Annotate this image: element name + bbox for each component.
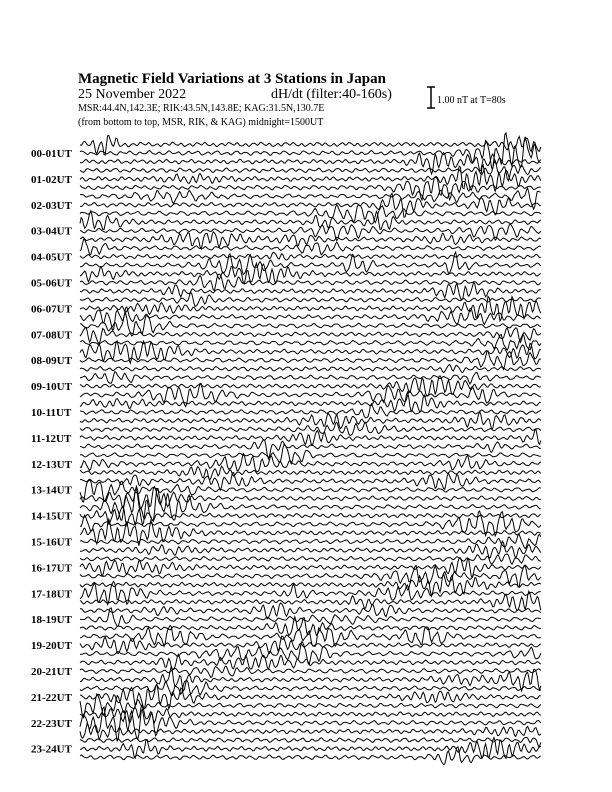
hour-label: 20-21UT xyxy=(31,666,72,678)
station-trace-kag xyxy=(80,341,541,363)
station-trace-msr xyxy=(80,541,541,558)
chart-date: 25 November 2022 xyxy=(78,87,187,102)
scale-bar-label: 1.00 nT at T=80s xyxy=(437,95,506,106)
station-coordinates: MSR:44.4N,142.3E; RIK:43.5N,143.8E; KAG:31.5N,130.7E xyxy=(78,103,325,114)
station-trace-kag xyxy=(80,293,541,307)
station-trace-kag xyxy=(80,554,541,564)
hour-label: 18-19UT xyxy=(31,614,72,627)
hour-label: 00-01UT xyxy=(31,148,72,160)
hour-label: 07-08UT xyxy=(31,329,72,342)
hour-label: 14-15UT xyxy=(31,510,72,523)
chart-filter: dH/dt (filter:40-160s) xyxy=(271,87,392,102)
station-trace-kag xyxy=(80,211,541,230)
station-trace-rik xyxy=(80,351,541,370)
station-trace-msr xyxy=(80,282,541,300)
hour-label: 05-06UT xyxy=(31,277,72,290)
station-trace-kag xyxy=(80,188,541,209)
station-trace-rik xyxy=(80,535,541,549)
hour-label: 17-18UT xyxy=(31,588,72,601)
station-trace-rik xyxy=(80,404,541,418)
station-trace-kag xyxy=(80,372,541,384)
station-trace-kag xyxy=(80,135,541,155)
hour-label: 04-05UT xyxy=(31,251,72,264)
station-trace-rik xyxy=(80,666,541,677)
station-trace-msr xyxy=(80,412,541,430)
hour-label: 10-11UT xyxy=(31,407,72,419)
hour-label: 21-22UT xyxy=(31,691,72,704)
hour-label: 12-13UT xyxy=(31,458,72,471)
station-trace-rik xyxy=(80,430,541,446)
trace-order-note: (from bottom to top, MSR, RIK, & KAG) midnight=1500UT xyxy=(78,117,324,128)
station-trace-kag xyxy=(80,473,541,491)
scale-bar xyxy=(427,87,435,108)
station-trace-rik xyxy=(80,454,541,472)
hour-label: 16-17UT xyxy=(31,562,72,575)
station-trace-msr xyxy=(80,153,541,175)
station-trace-msr xyxy=(80,724,541,740)
hour-label: 15-16UT xyxy=(31,536,72,549)
hour-label: 08-09UT xyxy=(31,355,72,368)
station-trace-kag xyxy=(80,422,541,435)
hour-label: 06-07UT xyxy=(31,303,72,316)
hour-label: 09-10UT xyxy=(31,381,72,394)
hour-label: 22-23UT xyxy=(31,717,72,730)
station-trace-msr xyxy=(80,232,541,249)
station-trace-rik xyxy=(80,252,541,260)
hour-label: 03-04UT xyxy=(31,225,72,238)
hour-label: 19-20UT xyxy=(31,640,72,653)
chart-title: Magnetic Field Variations at 3 Stations in Japan xyxy=(78,71,386,87)
station-trace-kag xyxy=(80,603,541,619)
station-trace-msr xyxy=(80,252,541,274)
hour-label: 02-03UT xyxy=(31,199,72,212)
hour-label: 13-14UT xyxy=(31,484,72,497)
hour-label: 23-24UT xyxy=(31,743,72,756)
station-trace-msr xyxy=(80,617,541,636)
station-trace-msr xyxy=(80,205,541,223)
station-trace-msr xyxy=(80,365,541,373)
hour-label: 11-12UT xyxy=(31,432,72,445)
station-trace-msr xyxy=(80,667,541,691)
station-trace-rik xyxy=(80,707,541,741)
hour-label: 01-02UT xyxy=(31,173,72,186)
